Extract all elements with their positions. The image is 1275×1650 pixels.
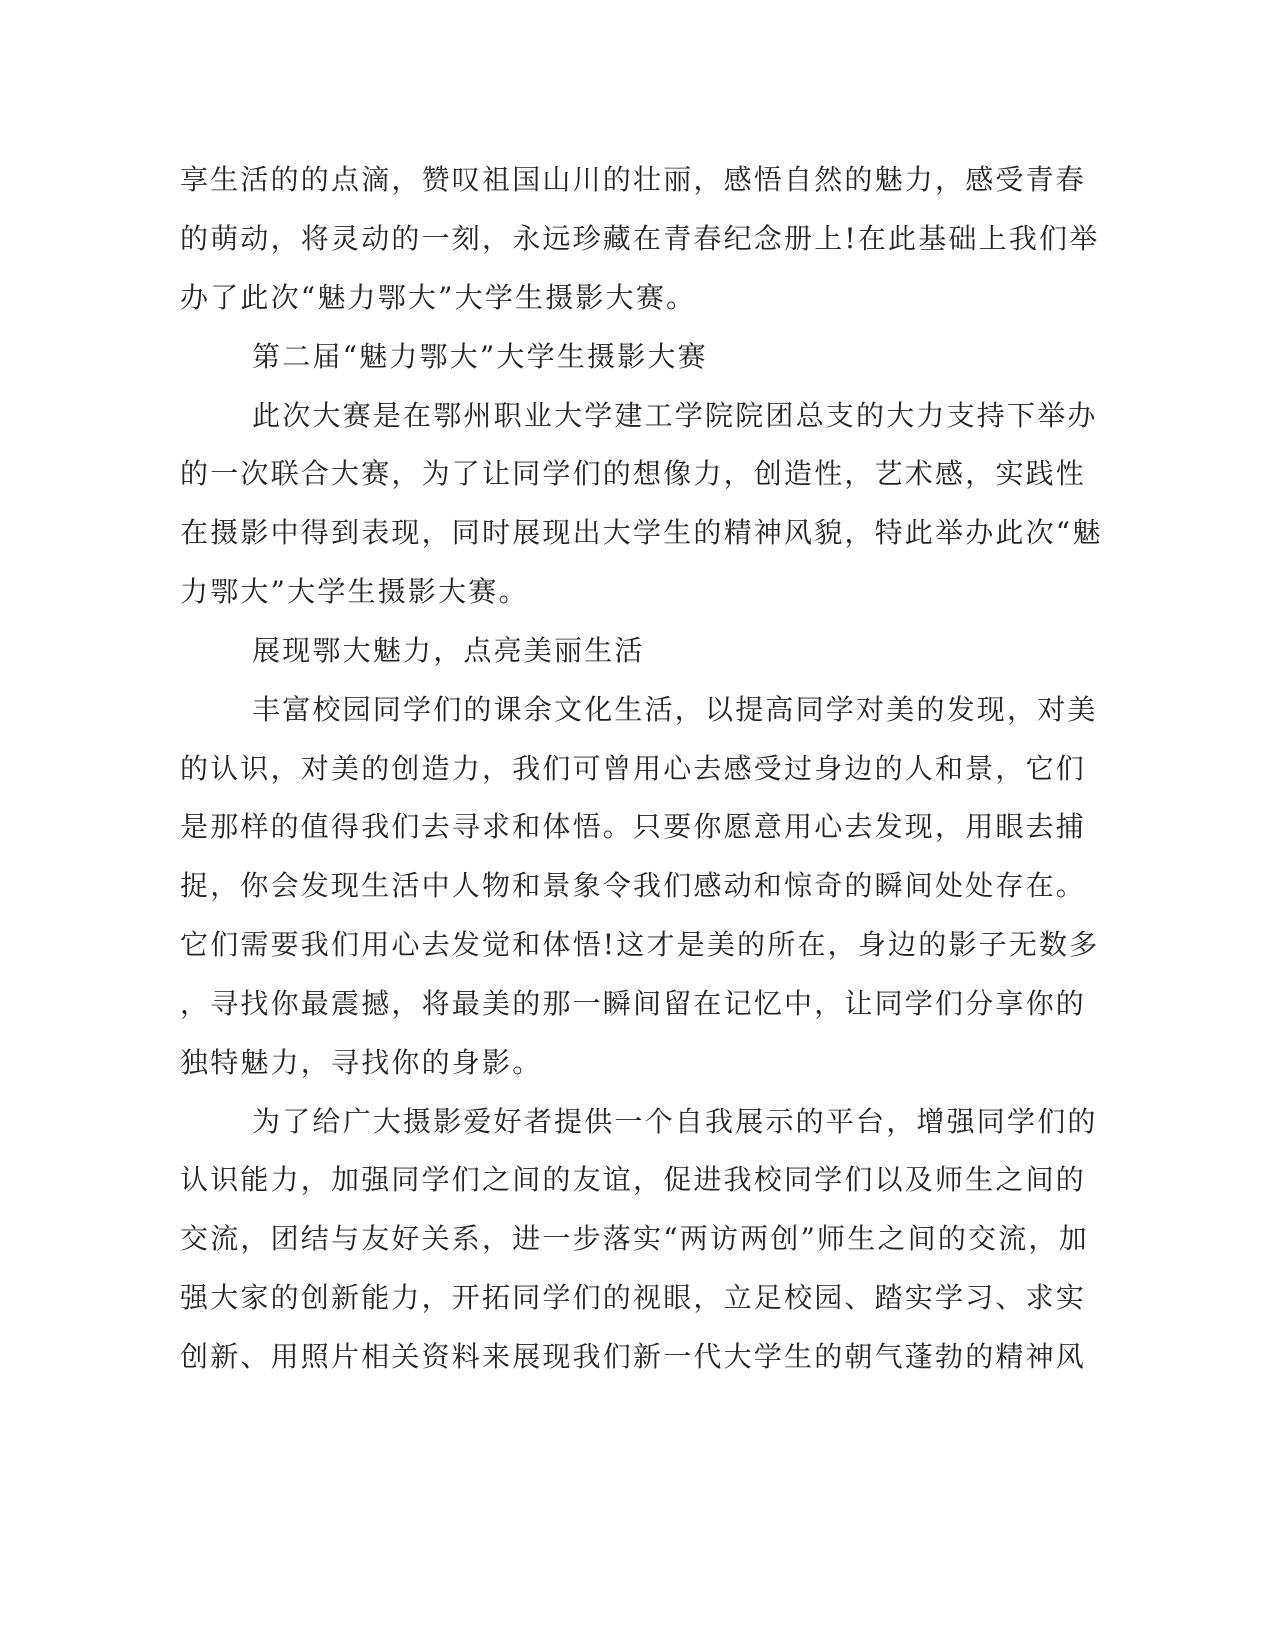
text-line: 办了此次“魅力鄂大”大学生摄影大赛。 [180, 281, 697, 314]
text-line: 交流，团结与友好关系，进一步落实“两访两创”师生之间的交流，加 [180, 1222, 1089, 1255]
text-line: 的一次联合大赛，为了让同学们的想像力，创造性，艺术感，实践性 [180, 457, 1087, 490]
text-line: 享生活的的点滴，赞叹祖国山川的壮丽，感悟自然的魅力，感受青春 [180, 163, 1087, 196]
text-line: 为了给广大摄影爱好者提供一个自我展示的平台，增强同学们的 [252, 1105, 1098, 1138]
text-line: 是那样的值得我们去寻求和体悟。只要你愿意用心去发现，用眼去捕 [180, 810, 1087, 843]
section-heading: 展现鄂大魅力，点亮美丽生活 [252, 634, 645, 667]
text-line: 的萌动，将灵动的一刻，永远珍藏在青春纪念册上!在此基础上我们举 [180, 222, 1100, 255]
text-line: 在摄影中得到表现，同时展现出大学生的精神风貌，特此举办此次“魅 [180, 516, 1103, 549]
text-line: 创新、用照片相关资料来展现我们新一代大学生的朝气蓬勃的精神风 [180, 1340, 1087, 1373]
text-line: 捉，你会发现生活中人物和景象令我们感动和惊奇的瞬间处处存在。 [180, 869, 1087, 902]
text-line: 认识能力，加强同学们之间的友谊，促进我校同学们以及师生之间的 [180, 1163, 1087, 1196]
text-line: 的认识，对美的创造力，我们可曾用心去感受过身边的人和景，它们 [180, 752, 1087, 785]
text-line: 强大家的创新能力，开拓同学们的视眼，立足校园、踏实学习、求实 [180, 1281, 1087, 1314]
text-line: 丰富校园同学们的课余文化生活，以提高同学对美的发现，对美 [252, 693, 1098, 726]
text-line: ，寻找你最震撼，将最美的那一瞬间留在记忆中，让同学们分享你的 [180, 987, 1087, 1020]
text-line: 独特魅力，寻找你的身影。 [180, 1046, 543, 1079]
text-line: 力鄂大”大学生摄影大赛。 [180, 575, 529, 608]
text-line: 它们需要我们用心去发觉和体悟!这才是美的所在，身边的影子无数多 [180, 928, 1100, 961]
text-line: 此次大赛是在鄂州职业大学建工学院院团总支的大力支持下举办 [252, 399, 1098, 432]
section-heading: 第二届“魅力鄂大”大学生摄影大赛 [252, 340, 708, 373]
